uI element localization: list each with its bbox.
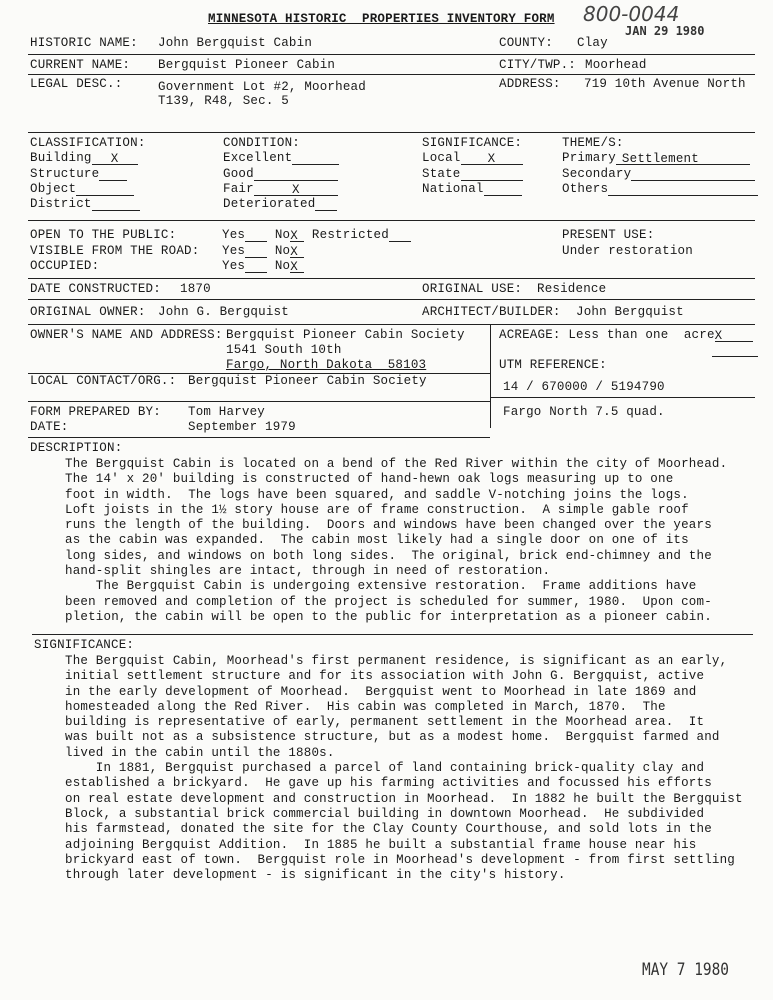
prepared-by-label: FORM PREPARED BY: [30, 405, 161, 419]
theme-primary: Primary Settlement [562, 151, 750, 165]
divider [28, 278, 755, 279]
significance-label: SIGNIFICANCE: [34, 638, 135, 652]
visible-from-road-label: VISIBLE FROM THE ROAD: [30, 244, 200, 258]
theme-others: Others [562, 182, 758, 196]
description-text: The Bergquist Cabin is located on a bend of the Red River within the city of Moorhead. The 14' x 20' building is constructed of hand-hewn oak logs measuring up to one foot in width. The logs have been squared, and saddle V-notching joins the logs. Loft joists in the 1½ story house are of frame construction. A simple gable roof runs the length of the building. Doors and windows have been changed over the years as the cabin was expanded. The cabin most likely had a single door on one of its long sides, and windows on both long sides. The original, brick end-chimney and the hand-split shingles are intact, through in need of restoration. The Bergquist Cabin is undergoing extensive restoration. Frame additions have been removed and completion of the project is scheduled for summer, 1980. Upon com- pletion, the cabin will be open to the public for interpretation as a pioneer cabin. [65, 457, 728, 624]
classification-item: Building X [30, 151, 138, 165]
divider [32, 634, 753, 635]
received-date-stamp: JAN 29 1980 [625, 24, 705, 38]
county-value: Clay [577, 36, 608, 50]
legal-desc-line2: T139, R48, Sec. 5 [158, 94, 289, 108]
condition-item: Excellent [223, 151, 339, 165]
local-contact-label: LOCAL CONTACT/ORG.: [30, 374, 177, 388]
county-label: COUNTY: [499, 36, 553, 50]
address-label: ADDRESS: [499, 77, 561, 91]
significance-class-item: Local X [422, 151, 523, 165]
classification-item: Structure [30, 167, 127, 181]
significance-class-item: State [422, 167, 523, 181]
legal-desc-label: LEGAL DESC.: [30, 77, 123, 91]
received-stamp: MAY 7 1980 [642, 960, 730, 980]
significance-class-label: SIGNIFICANCE: [422, 136, 523, 150]
divider [28, 324, 755, 325]
visible-from-road-options: Yes NoX [222, 244, 304, 258]
theme-label: THEME/S: [562, 136, 624, 150]
date-constructed-value: 1870 [180, 282, 211, 296]
divider [28, 437, 490, 438]
owner-line1: Bergquist Pioneer Cabin Society [226, 328, 465, 342]
divider [28, 401, 490, 402]
original-use-value: Residence [537, 282, 607, 296]
city-value: Moorhead [585, 58, 647, 72]
divider [28, 220, 755, 221]
divider [28, 54, 755, 55]
quad-value: Fargo North 7.5 quad. [503, 405, 665, 419]
legal-desc-line1: Government Lot #2, Moorhead [158, 80, 366, 94]
divider [28, 74, 755, 75]
city-label: CITY/TWP.: [499, 58, 577, 72]
divider [490, 397, 755, 398]
architect-value: John Bergquist [576, 305, 684, 319]
handwritten-inventory-number: 800-0044 [583, 2, 680, 26]
utm-label: UTM REFERENCE: [499, 358, 607, 372]
historic-name-value: John Bergquist Cabin [158, 36, 313, 50]
classification-label: CLASSIFICATION: [30, 136, 146, 150]
form-title: MINNESOTA HISTORIC PROPERTIES INVENTORY FORM [208, 12, 555, 26]
prepared-by-value: Tom Harvey [188, 405, 266, 419]
significance-text: The Bergquist Cabin, Moorhead's first permanent residence, is significant as an early, initial settlement structure and for its association with John G. Bergquist, active in the early development of Moorhead. Bergquist went to Moorhead in late 1869 and homesteaded along the Red River. His cabin was completed in March, 1870. The building is representative of early, permanent settlement in the Moorhead area. It was built not as a subsistence structure, but as a modest home. Bergquist farmed and lived in the cabin until the 1880s. In 1881, Bergquist purchased a parcel of land containing brick-quality clay and established a brickyard. He gave up his farming activities and focussed his efforts on real estate development and construction in Moorhead. In 1882 he built the Bergquist Block, a substantial brick commercial building in downtown Moorhead. He subdivided his farmstead, donated the site for the Clay County Courthouse, and sold lots in the adjoining Bergquist Addition. In 1885 he built a substantial frame house near his brickyard east of town. Bergquist role in Moorhead's development - from first settling through later development - is significant in the city's history. [65, 654, 743, 883]
divider [28, 299, 755, 300]
date-value: September 1979 [188, 420, 296, 434]
open-to-public-options: Yes NoX Restricted [222, 228, 411, 242]
utm-value: 14 / 670000 / 5194790 [503, 380, 665, 394]
occupied-label: OCCUPIED: [30, 259, 100, 273]
significance-class-item: National [422, 182, 522, 196]
present-use-label: PRESENT USE: [562, 228, 655, 242]
current-name-label: CURRENT NAME: [30, 58, 131, 72]
theme-secondary: Secondary [562, 167, 755, 181]
historic-name-label: HISTORIC NAME: [30, 36, 138, 50]
divider [28, 132, 755, 133]
original-use-label: ORIGINAL USE: [422, 282, 523, 296]
owner-label: OWNER'S NAME AND ADDRESS: [30, 328, 223, 342]
classification-item: District [30, 197, 140, 211]
acreage-blank [712, 356, 758, 357]
condition-item: Good [223, 167, 338, 181]
address-value: 719 10th Avenue North [584, 77, 746, 91]
owner-line2: 1541 South 10th [226, 343, 342, 357]
original-owner-label: ORIGINAL OWNER: [30, 305, 146, 319]
vertical-divider [490, 324, 491, 428]
local-contact-value: Bergquist Pioneer Cabin Society [188, 374, 427, 388]
present-use-value: Under restoration [562, 244, 693, 258]
date-label: DATE: [30, 420, 69, 434]
condition-item: Deteriorated [223, 197, 337, 211]
owner-line3: Fargo, North Dakota 58103 [226, 358, 427, 372]
description-label: DESCRIPTION: [30, 441, 123, 455]
condition-label: CONDITION: [223, 136, 301, 150]
condition-item: Fair X [223, 182, 338, 196]
date-constructed-label: DATE CONSTRUCTED: [30, 282, 161, 296]
occupied-options: Yes NoX [222, 259, 304, 273]
classification-item: Object [30, 182, 134, 196]
architect-label: ARCHITECT/BUILDER: [422, 305, 561, 319]
current-name-value: Bergquist Pioneer Cabin [158, 58, 336, 72]
original-owner-value: John G. Bergquist [158, 305, 289, 319]
acreage: ACREAGE: Less than one acreX [499, 328, 753, 342]
open-to-public-label: OPEN TO THE PUBLIC: [30, 228, 177, 242]
